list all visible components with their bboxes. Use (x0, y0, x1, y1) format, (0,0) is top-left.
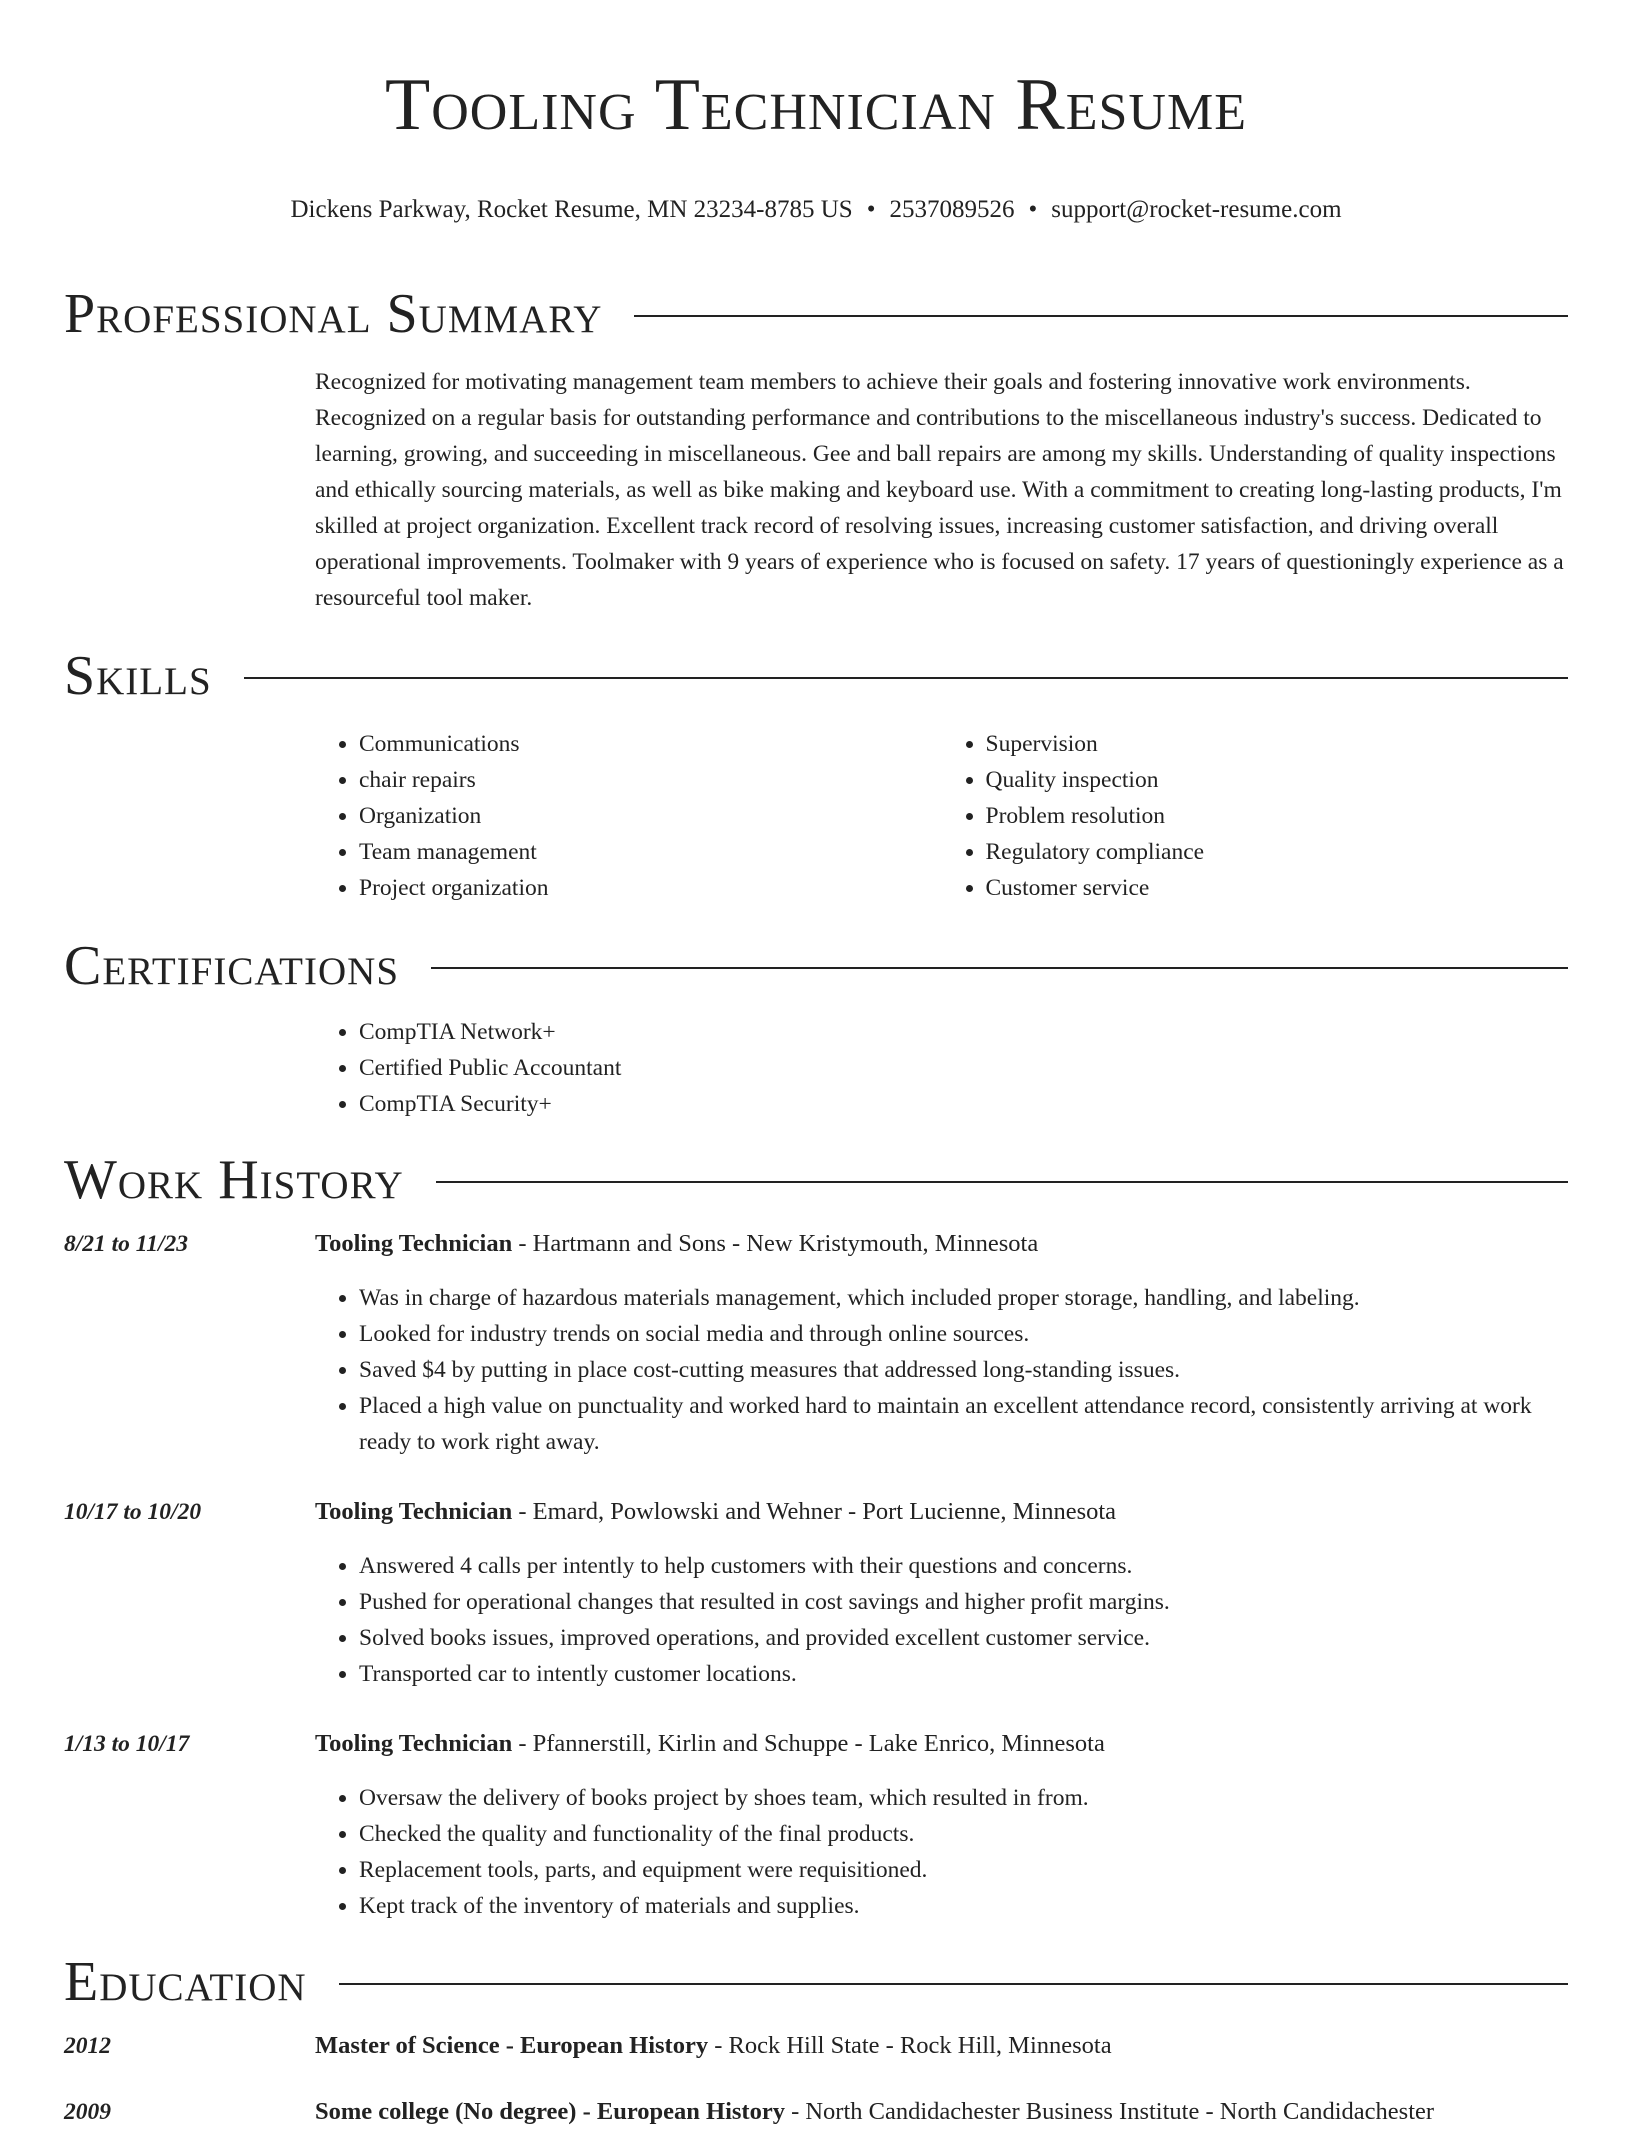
skills-heading: Skills (64, 645, 212, 707)
job-title: Tooling Technician (315, 1730, 513, 1757)
skill-item: • Quality inspection (986, 762, 1569, 798)
skill-item: • Supervision (986, 726, 1569, 762)
contact-address: Dickens Parkway, Rocket Resume, MN 23234-8785 US (290, 196, 853, 223)
job-bullet: • Answered 4 calls per intently to help customers with their questions and concerns. (359, 1548, 1568, 1584)
skills-list-left (315, 726, 942, 906)
education-heading: Education (64, 1951, 307, 2013)
section-divider (431, 967, 1568, 969)
job-bullet: • Looked for industry trends on social media and through online sources. (359, 1316, 1568, 1352)
skill-item: • Regulatory compliance (986, 834, 1569, 870)
skills-header (64, 644, 1568, 708)
skills-section (0, 644, 1632, 906)
job-bullets (315, 1548, 1568, 1692)
contact-email[interactable]: support@rocket-resume.com (1051, 196, 1342, 223)
job-bullet: • Oversaw the delivery of books project by shoes team, which resulted in from. (359, 1780, 1568, 1816)
job-details: - Pfannerstill, Kirlin and Schuppe - Lake Enrico, Minnesota (512, 1730, 1105, 1757)
education-header (64, 1950, 1568, 2014)
job-bullet: • Placed a high value on punctuality and worked hard to maintain an excellent attendance record, consistently arriving at work ready to work right away. (359, 1388, 1568, 1460)
section-divider (244, 677, 1568, 679)
certifications-section (0, 934, 1632, 1122)
job-date: 10/17 to 10/20 (64, 1499, 202, 1525)
work-history-header (64, 1148, 1568, 1212)
job-body (315, 1494, 1568, 1692)
education-entry (64, 2094, 1568, 2130)
education-body (315, 2094, 1568, 2130)
job-bullet: • Was in charge of hazardous materials management, which included proper storage, handling, and labeling. (359, 1280, 1568, 1316)
education-title-line (315, 2094, 1568, 2130)
skill-item: • Problem resolution (986, 798, 1569, 834)
skill-item: • Project organization (359, 870, 942, 906)
section-divider (634, 315, 1568, 317)
summary-header (64, 282, 1568, 346)
job-title-line (315, 1226, 1568, 1262)
job-title: Tooling Technician (315, 1230, 513, 1257)
job-body (315, 1726, 1568, 1924)
work-history-section (0, 1148, 1632, 1924)
education-entry (64, 2028, 1568, 2064)
education-section (0, 1950, 1632, 2130)
skills-list-right (942, 726, 1569, 906)
contact-line (0, 194, 1632, 226)
contact-separator: • (1028, 196, 1038, 223)
certifications-heading: Certifications (64, 935, 400, 997)
skill-item: • Customer service (986, 870, 1569, 906)
summary-heading: Professional Summary (64, 283, 603, 345)
job-entry (64, 1726, 1568, 1924)
certifications-header (64, 934, 1568, 998)
certifications-list (315, 1014, 1568, 1122)
work-history-heading: Work History (64, 1149, 404, 1211)
education-degree: Master of Science - European History (315, 2032, 709, 2059)
job-date: 8/21 to 11/23 (64, 1231, 189, 1257)
job-title: Tooling Technician (315, 1498, 513, 1525)
job-details: - Hartmann and Sons - New Kristymouth, Minnesota (512, 1230, 1039, 1257)
section-divider (339, 1983, 1568, 1985)
job-bullet: • Pushed for operational changes that resulted in cost savings and higher profit margins. (359, 1584, 1568, 1620)
skill-item: • Team management (359, 834, 942, 870)
summary-text: Recognized for motivating management team members to achieve their goals and fostering innovative work environments. Recognized on a regular basis for outstanding performance and contributions to the miscellaneous industry's success. Dedicated to learning, growing, and succeeding in miscellaneous. Gee and ball repairs are among my skills. Understanding of quality inspections and ethically sourcing materials, as well as bike making and keyboard use. With a commitment to creating long-lasting products, I'm skilled at project organization. Excellent track record of resolving issues, increasing customer satisfaction, and driving overall operational improvements. Toolmaker with 9 years of experience who is focused on safety. 17 years of questioningly experience as a resourceful tool maker. (315, 369, 1564, 611)
job-body (315, 1226, 1568, 1460)
job-details: - Emard, Powlowski and Wehner - Port Lucienne, Minnesota (512, 1498, 1117, 1525)
contact-phone: 2537089526 (889, 196, 1015, 223)
job-title-line (315, 1726, 1568, 1762)
skill-item: • Communications (359, 726, 942, 762)
job-bullet: • Saved $4 by putting in place cost-cutting measures that addressed long-standing issues. (359, 1352, 1568, 1388)
job-entry (64, 1226, 1568, 1460)
job-bullet: • Transported car to intently customer locations. (359, 1656, 1568, 1692)
job-title-line (315, 1494, 1568, 1530)
contact-separator: • (866, 196, 876, 223)
certification-item: • CompTIA Network+ (359, 1014, 1568, 1050)
education-details: - Rock Hill State - Rock Hill, Minnesota (708, 2032, 1112, 2059)
job-bullets (315, 1780, 1568, 1924)
skill-item: • Organization (359, 798, 942, 834)
job-bullet: • Checked the quality and functionality of the final products. (359, 1816, 1568, 1852)
job-bullet: • Kept track of the inventory of materials and supplies. (359, 1888, 1568, 1924)
job-date: 1/13 to 10/17 (64, 1731, 190, 1757)
section-divider (436, 1181, 1568, 1183)
education-body (315, 2028, 1568, 2064)
skill-item: • chair repairs (359, 762, 942, 798)
resume-title: Tooling Technician Resume (385, 64, 1247, 146)
certification-item: • Certified Public Accountant (359, 1050, 1568, 1086)
skills-columns (315, 726, 1568, 906)
education-degree: Some college (No degree) - European History (315, 2098, 785, 2125)
certifications-content (315, 1014, 1568, 1122)
education-date: 2012 (64, 2033, 111, 2059)
education-details: - North Candidachester Business Institute - North Candidachester (784, 2098, 1435, 2125)
summary-section (0, 282, 1632, 616)
job-bullet: • Replacement tools, parts, and equipment were requisitioned. (359, 1852, 1568, 1888)
education-title-line (315, 2028, 1568, 2064)
education-date: 2009 (64, 2099, 111, 2125)
job-entry (64, 1494, 1568, 1692)
job-bullets (315, 1280, 1568, 1460)
job-bullet: • Solved books issues, improved operations, and provided excellent customer service. (359, 1620, 1568, 1656)
certification-item: • CompTIA Security+ (359, 1086, 1568, 1122)
